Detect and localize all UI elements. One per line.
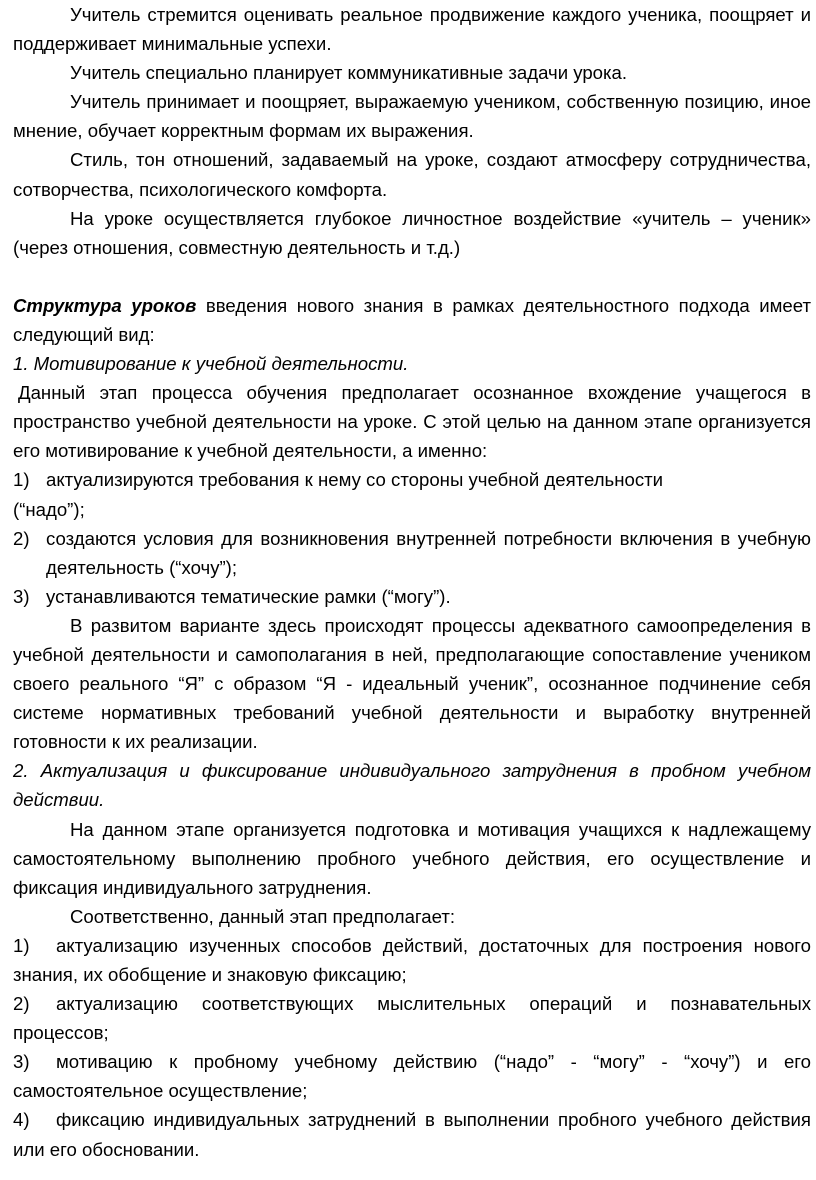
structure-rest: введения нового знания в рамках деятельностного подхода имеет следующий вид:: [13, 294, 811, 345]
stage1-heading: 1. Мотивирование к учебной деятельности.: [13, 353, 409, 375]
item-text: устанавливаются тематические рамки (“могу”).: [46, 585, 451, 607]
item-number: 1): [13, 934, 30, 956]
item-number: 3): [13, 1051, 30, 1073]
stage1-developed-paragraph: В развитом варианте здесь происходят процессы адекватного самоопределения в учебной деятельности и самополагания в ней, предполагающие сопоставление учеником своего реального “Я” с образом “Я - идеальный ученик”, осознанное подчинение себя системе нормативных требований учебной деятельности и выработку внутренней готовности к их реализации.: [13, 614, 811, 753]
intro-paragraph-2: Учитель специально планирует коммуникативные задачи урока.: [70, 62, 628, 84]
stage1-item-1: [13, 465, 811, 494]
spacer: [13, 262, 811, 291]
stage1-paragraph: Данный этап процесса обучения предполагает осознанное вхождение учащегося в пространство учебной деятельности на уроке. С этой целью на данном этапе организуется его мотивирование к учебной деятельности, а именно:: [13, 382, 811, 462]
structure-bold-lead: Структура уроков: [13, 294, 197, 316]
stage1-item-2: [13, 524, 811, 582]
item-text: актуализацию соответствующих мыслительных операций и познавательных процессов;: [13, 993, 811, 1044]
stage2-paragraph: На данном этапе организуется подготовка и мотивация учащихся к надлежащему самостоятельному выполнению пробного учебного действия, его осуществление и фиксация индивидуального затруднения.: [13, 818, 811, 898]
item-text: создаются условия для возникновения внутренней потребности включения в учебную деятельность (“хочу”);: [46, 527, 811, 578]
stage1-item-1-cont: (“надо”);: [13, 498, 85, 520]
stage2-heading: 2. Актуализация и фиксирование индивидуального затруднения в пробном учебном действии.: [13, 760, 811, 811]
item-text: актуализацию изученных способов действий, достаточных для построения нового знания, их обобщение и знаковую фиксацию;: [13, 934, 811, 985]
stage1-item-3: [13, 582, 811, 611]
item-number: 3): [13, 585, 30, 607]
item-text: мотивацию к пробному учебному действию (“надо” - “могу” - “хочу”) и его самостоятельное осуществление;: [13, 1051, 811, 1102]
item-number: 2): [13, 527, 30, 549]
stage2-item-4: [13, 1105, 811, 1163]
intro-paragraph-4: Стиль, тон отношений, задаваемый на уроке, создают атмосферу сотрудничества, сотворчества, психологического комфорта.: [13, 149, 811, 200]
document-page: [13, 0, 811, 1164]
item-number: 4): [13, 1109, 30, 1131]
item-text: актуализируются требования к нему со стороны учебной деятельности: [46, 469, 664, 491]
structure-paragraph: [13, 291, 811, 349]
stage2-item-2: [13, 989, 811, 1047]
intro-paragraph-1: Учитель стремится оценивать реальное продвижение каждого ученика, поощряет и поддерживает минимальные успехи.: [13, 4, 811, 55]
item-number: 2): [13, 993, 30, 1015]
stage2-lead: Соответственно, данный этап предполагает:: [70, 905, 456, 927]
item-text: фиксацию индивидуальных затруднений в выполнении пробного учебного действия или его обосновании.: [13, 1109, 811, 1160]
intro-paragraph-5: На уроке осуществляется глубокое личностное воздействие «учитель – ученик» (через отношения, совместную деятельность и т.д.): [13, 207, 811, 258]
item-number: 1): [13, 469, 30, 491]
stage2-item-1: [13, 931, 811, 989]
stage2-item-3: [13, 1047, 811, 1105]
intro-paragraph-3: Учитель принимает и поощряет, выражаемую учеником, собственную позицию, иное мнение, обучает корректным формам их выражения.: [13, 91, 811, 142]
